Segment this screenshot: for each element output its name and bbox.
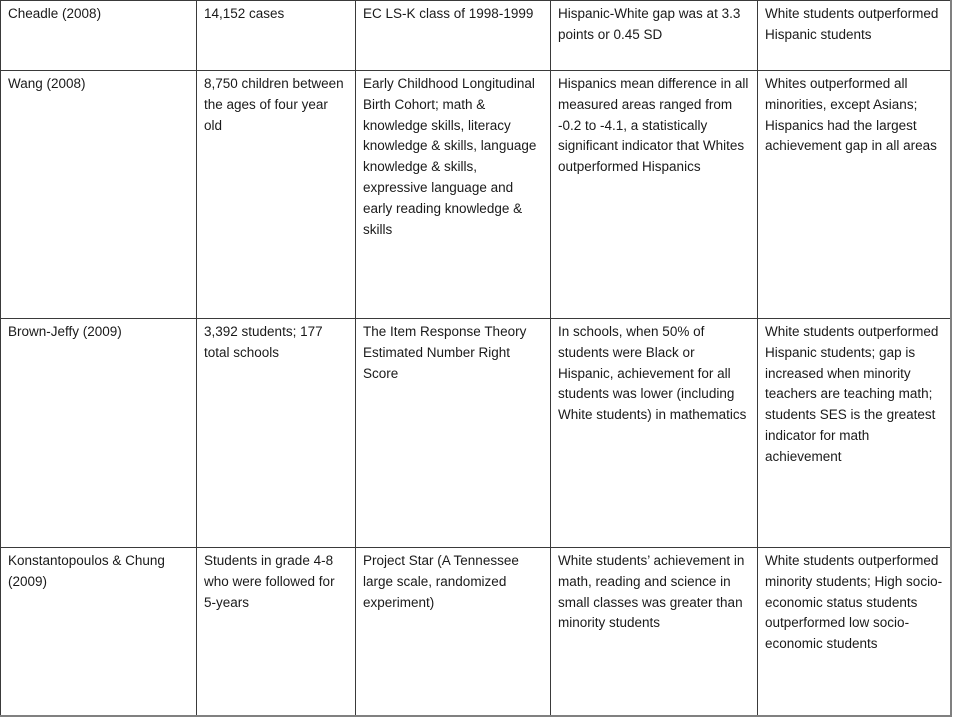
- studies-table-body: [1, 1, 951, 716]
- cell-measure: The Item Response Theory Estimated Number Right Score: [356, 319, 551, 548]
- cell-author: Konstantopoulos & Chung (2009): [1, 548, 197, 716]
- cell-author: Cheadle (2008): [1, 1, 197, 71]
- cell-conclusion: White students outperformed Hispanic students; gap is increased when minority teachers are teaching math; students SES is the greatest indicator for math achievement: [758, 319, 951, 548]
- table-row: [1, 71, 951, 319]
- cell-measure: EC LS-K class of 1998-1999: [356, 1, 551, 71]
- cell-findings: Hispanic-White gap was at 3.3 points or 0.45 SD: [551, 1, 758, 71]
- cell-sample: 8,750 children between the ages of four year old: [197, 71, 356, 319]
- cell-findings: In schools, when 50% of students were Black or Hispanic, achievement for all students was lower (including White students) in mathematics: [551, 319, 758, 548]
- cell-author: Brown-Jeffy (2009): [1, 319, 197, 548]
- cell-sample: 3,392 students; 177 total schools: [197, 319, 356, 548]
- table-row: [1, 548, 951, 716]
- cell-sample: Students in grade 4-8 who were followed for 5-years: [197, 548, 356, 716]
- cell-conclusion: White students outperformed minority students; High socio-economic status students outperformed low socio-economic students: [758, 548, 951, 716]
- cell-sample: 14,152 cases: [197, 1, 356, 71]
- cell-findings: White students’ achievement in math, reading and science in small classes was greater than minority students: [551, 548, 758, 716]
- cell-conclusion: White students outperformed Hispanic students: [758, 1, 951, 71]
- cell-measure: Early Childhood Longitudinal Birth Cohort; math & knowledge skills, literacy knowledge & skills, language knowledge & skills, expressive language and early reading knowledge & skills: [356, 71, 551, 319]
- table-row: [1, 1, 951, 71]
- cell-findings: Hispanics mean difference in all measured areas ranged from -0.2 to -4.1, a statistically significant indicator that Whites outperformed Hispanics: [551, 71, 758, 319]
- cell-measure: Project Star (A Tennessee large scale, randomized experiment): [356, 548, 551, 716]
- cell-conclusion: Whites outperformed all minorities, except Asians; Hispanics had the largest achievement gap in all areas: [758, 71, 951, 319]
- cell-author: Wang (2008): [1, 71, 197, 319]
- table-row: [1, 319, 951, 548]
